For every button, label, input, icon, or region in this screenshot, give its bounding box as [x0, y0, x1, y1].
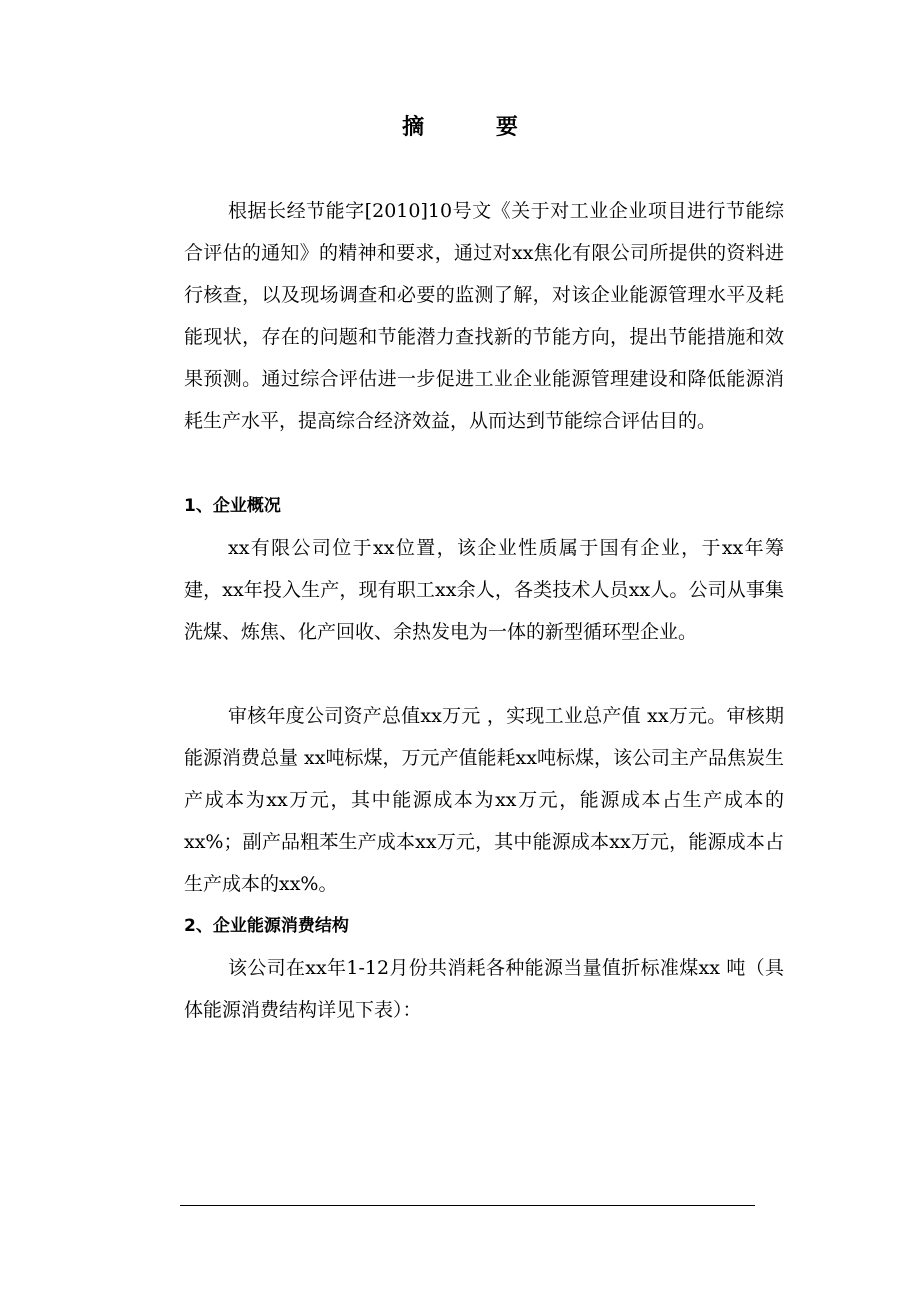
footer-divider: [180, 1205, 755, 1206]
energy-structure-paragraph: 该公司在xx年1-12月份共消耗各种能源当量值折标准煤xx 吨（具体能源消费结构详见下表）：: [184, 957, 784, 1021]
company-overview-paragraph: xx有限公司位于xx位置，该企业性质属于国有企业，于xx年筹建，xx年投入生产，现有职工xx余人，各类技术人员xx人。公司从事集洗煤、炼焦、化产回收、余热发电为一体的新型循环型企业。: [184, 537, 784, 643]
section-heading-company-overview: 1、企业概况: [184, 496, 281, 516]
section-heading-energy-structure: 2、企业能源消费结构: [184, 916, 349, 936]
page-title: 摘 要: [402, 115, 550, 140]
company-finance-paragraph: 审核年度公司资产总值xx万元 ，实现工业总产值 xx万元。审核期能源消费总量 xx吨标煤，万元产值能耗xx吨标煤，该公司主产品焦炭生产成本为xx万元，其中能源成本为xx万元，能源成本占生产成本的xx%；副产品粗苯生产成本xx万元，其中能源成本xx万元，能源成本占生产成本的xx%。: [184, 705, 784, 895]
abstract-paragraph: 根据长经节能字[2010]10号文《关于对工业企业项目进行节能综合评估的通知》的精神和要求，通过对xx焦化有限公司所提供的资料进行核查，以及现场调查和必要的监测了解，对该企业能源管理水平及耗能现状，存在的问题和节能潜力查找新的节能方向，提出节能措施和效果预测。通过综合评估进一步促进工业企业能源管理建设和降低能源消耗生产水平，提高综合经济效益，从而达到节能综合评估目的。: [184, 200, 784, 432]
